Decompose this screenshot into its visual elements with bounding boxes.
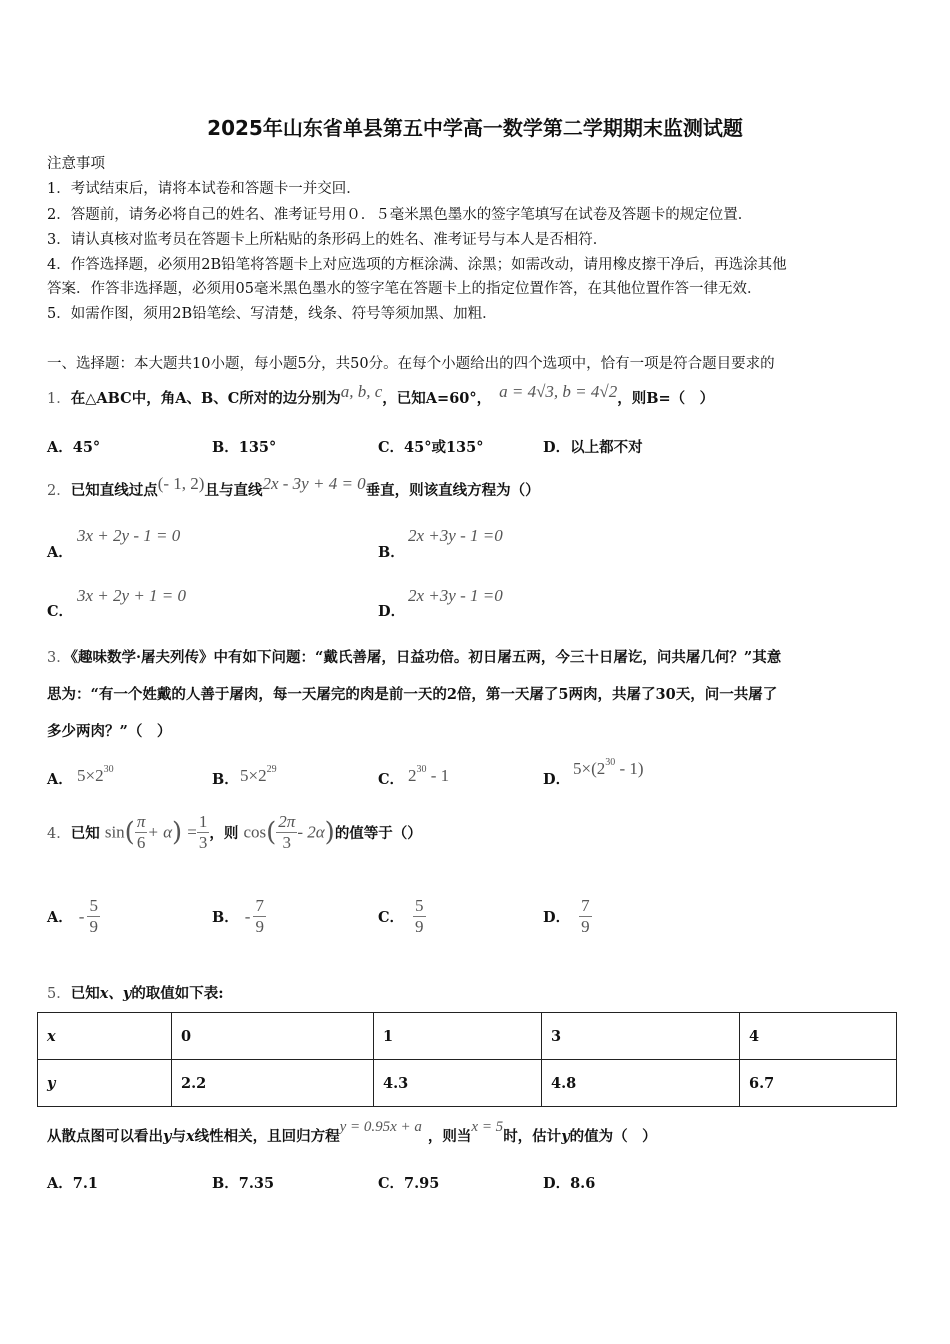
question-text: 已知	[70, 985, 100, 1002]
question-text: 在△ABC中，角A、B、C所对的边分别为	[70, 390, 341, 407]
question-number: 1．	[47, 391, 71, 407]
question-3	[47, 646, 781, 667]
question-vars: x、y	[99, 985, 132, 1002]
option-d[interactable]: D．	[378, 603, 406, 620]
option-d[interactable]: D． $\frac{7}{9}$	[543, 896, 590, 936]
option-a[interactable]: A． - $\frac{5}{9}$	[47, 896, 98, 936]
question-text: 思为：“有一个姓戴的人善于屠肉，每一天屠完的肉是前一天的2倍，第一天屠了5两肉，共屠了30天，问一共屠了	[47, 686, 778, 703]
option-a-math: $5\times 2^{30}$	[77, 764, 114, 785]
option-d-math: 2x +3y - 1 =0	[408, 586, 503, 605]
fraction: $\frac{1}{3}$	[198, 812, 208, 852]
option-b-math: $5\times 2^{29}$	[240, 764, 277, 785]
table-cell: 0	[172, 1013, 374, 1060]
notice-item-5: 5．如需作图，须用2B铅笔绘、写清楚，线条、符号等须加黑、加粗．	[47, 306, 497, 322]
question-text: 的取值如下表:	[131, 985, 224, 1002]
option-b[interactable]: B．7.35	[212, 1175, 275, 1192]
notice-heading: 注意事项	[47, 156, 105, 172]
table-cell: 2.2	[172, 1060, 374, 1107]
option-b[interactable]: B．135°	[212, 439, 277, 456]
notice-item-1: 1．考试结束后，请将本试卷和答题卡一并交回．	[47, 181, 361, 197]
data-table	[37, 1012, 897, 1107]
table-cell: y	[38, 1060, 172, 1107]
question-5-stem: 从散点图可以看出y与x线性相关，且回归方程y = 0.95x + a，则当x = 5时，估计y的值为（ ）	[47, 1119, 657, 1145]
option-c[interactable]: C．	[378, 771, 405, 788]
math-equals: =	[187, 822, 197, 842]
question-text: ，已知A=60°，	[382, 390, 492, 407]
option-c[interactable]: C．	[47, 603, 74, 620]
question-1	[47, 382, 714, 408]
option-b[interactable]: B．	[378, 544, 405, 561]
question-4: 4．已知 sin( $\frac{\pi}{6}$ + α) = $\frac{1}{3}$ ，则 cos( $\frac{2\pi}{3}$ - 2α)的值等于（）	[47, 812, 422, 852]
option-c-math: $2^{30} - 1$	[408, 764, 450, 785]
table-cell: 4	[740, 1013, 897, 1060]
notice-item-4-cont: 答案．作答非选择题，必须用05毫米黑色墨水的签字笔在答题卡上的指定位置作答，在其他位置作答一律无效．	[47, 281, 762, 297]
question-5	[47, 982, 224, 1003]
notice-item-2: 2．答题前，请务必将自己的姓名、准考证号用０．５毫米黑色墨水的签字笔填写在试卷及答题卡的规定位置．	[47, 207, 753, 223]
option-b-math: 2x +3y - 1 =0	[408, 526, 503, 545]
option-c[interactable]: C．7.95	[378, 1175, 440, 1192]
option-a[interactable]: A．	[47, 544, 73, 561]
math-expression: 2x - 3y + 4 = 0	[262, 474, 366, 493]
table-row	[38, 1013, 897, 1060]
option-b[interactable]: B． - $\frac{7}{9}$	[212, 896, 264, 936]
math-expression: a, b, c	[340, 382, 383, 401]
question-text: 多少两肉？”（ ）	[47, 723, 172, 740]
option-d[interactable]: D．8.6	[543, 1175, 596, 1192]
option-a[interactable]: A．45°	[47, 439, 101, 456]
math-expression: a = 4√3, b = 4√2	[499, 382, 618, 401]
option-a-math: 3x + 2y - 1 = 0	[77, 526, 181, 545]
question-text: 垂直，则该直线方程为（）	[365, 482, 540, 499]
math-expression: - 2α	[297, 822, 325, 842]
math-condition: x = 5	[471, 1119, 504, 1135]
notice-item-4: 4．作答选择题，必须用2B铅笔将答题卡上对应选项的方框涂满、涂黑；如需改动，请用橡皮擦干净后，再选涂其他	[47, 257, 787, 273]
table-row	[38, 1060, 897, 1107]
option-a[interactable]: A．	[47, 771, 73, 788]
table-cell: 3	[542, 1013, 740, 1060]
option-c[interactable]: C． $\frac{5}{9}$	[378, 896, 424, 936]
question-number: 5．	[47, 986, 71, 1002]
question-text: 《趣味数学·屠夫列传》中有如下问题：“戴氏善屠，日益功倍。初日屠五两，今三十日屠讫，问共屠几何？”其意	[70, 649, 782, 666]
page-title: 2025年山东省单县第五中学高一数学第二学期期末监测试题	[207, 116, 743, 140]
question-text: 已知直线过点	[70, 482, 158, 499]
question-text: 且与直线	[204, 482, 263, 499]
question-text: 的值等于（）	[334, 825, 422, 842]
table-cell: 6.7	[740, 1060, 897, 1107]
option-d[interactable]: D．以上都不对	[543, 439, 643, 456]
option-b[interactable]: B．	[212, 771, 239, 788]
table-cell: 4.8	[542, 1060, 740, 1107]
question-number: 2．	[47, 483, 71, 499]
fraction: $\frac{2\pi}{3}$	[278, 812, 296, 852]
math-sin: sin	[104, 822, 125, 842]
option-c[interactable]: C．45°或135°	[378, 439, 484, 456]
fraction: $\frac{\pi}{6}$	[136, 812, 146, 852]
section-heading: 一、选择题：本大题共10小题，每小题5分，共50分。在每个小题给出的四个选项中，恰有一项是符合题目要求的	[47, 356, 775, 372]
question-2	[47, 474, 540, 500]
option-d[interactable]: D．	[543, 771, 571, 788]
option-d-math: $5\times(2^{30} - 1)$	[573, 757, 644, 778]
table-cell: x	[38, 1013, 172, 1060]
question-text: ，则B=（ ）	[617, 390, 715, 407]
option-a[interactable]: A．7.1	[47, 1175, 98, 1192]
question-text: ，则	[209, 825, 239, 842]
table-cell: 1	[374, 1013, 542, 1060]
math-cos: cos	[243, 822, 267, 842]
question-text: 已知	[70, 825, 100, 842]
math-expression: (- 1, 2)	[157, 474, 205, 493]
math-expression: + α	[147, 822, 173, 842]
table-cell: 4.3	[374, 1060, 542, 1107]
regression-equation: y = 0.95x + a	[339, 1119, 422, 1135]
question-number: 3．	[47, 650, 71, 666]
notice-item-3: 3．请认真核对监考员在答题卡上所粘贴的条形码上的姓名、准考证号与本人是否相符．	[47, 232, 608, 248]
question-number: 4．	[47, 826, 71, 842]
option-c-math: 3x + 2y + 1 = 0	[77, 586, 187, 605]
